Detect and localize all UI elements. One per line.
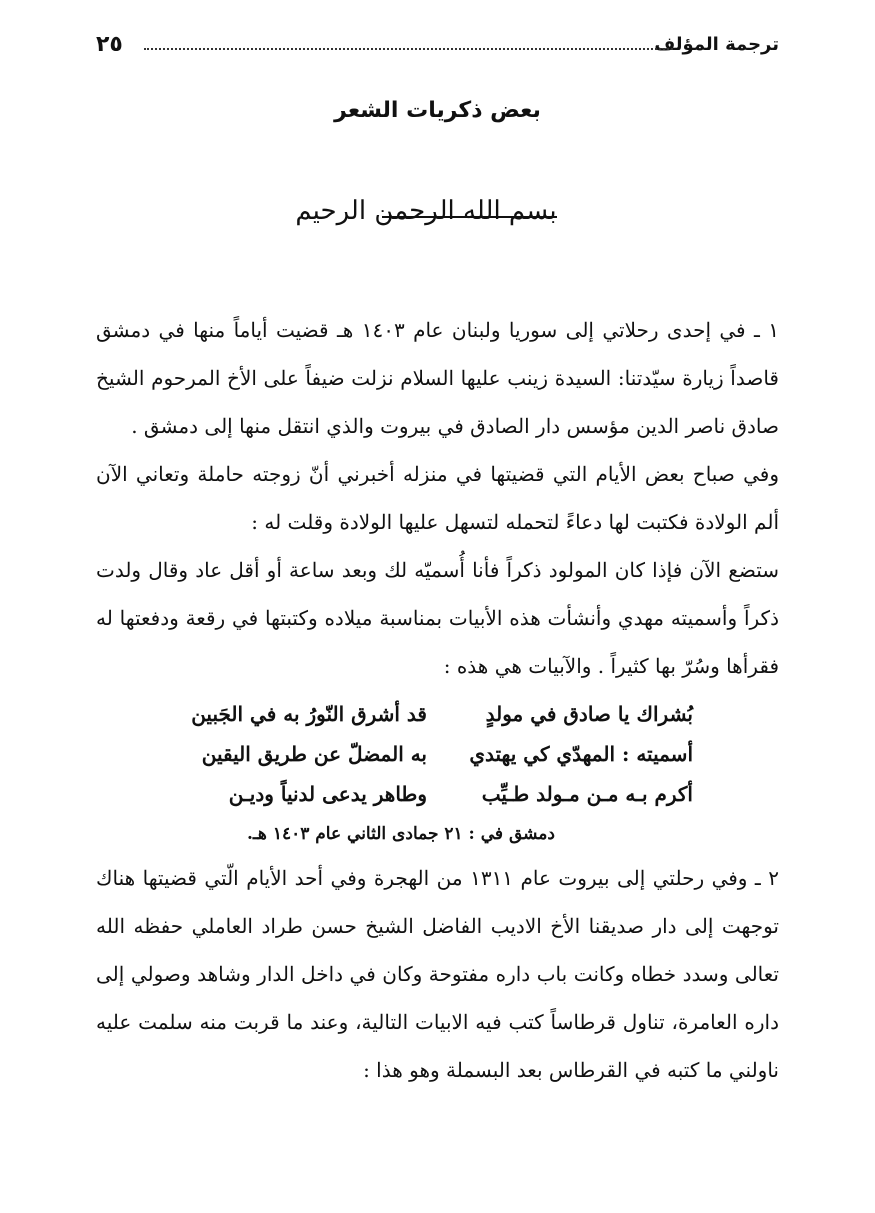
verse-first-hemistich: أسميته : المهدّي كي يهتدي xyxy=(469,742,693,766)
running-header xyxy=(96,34,779,62)
verse-line xyxy=(96,734,779,774)
page-number: ٢٥ xyxy=(96,32,123,57)
verse-second-hemistich: وطاهر يدعى لدنياً وديـن xyxy=(228,782,427,806)
verse-first-hemistich: بُشراك يا صادق في مولدٍ xyxy=(485,702,693,726)
verse-second-hemistich: به المضلّ عن طريق اليقين xyxy=(201,742,427,766)
basmala-flourish xyxy=(382,216,557,218)
paragraph-2: وفي صباح بعض الأيام التي قضيتها في منزله أخبرني أنّ زوجته حاملة وتعاني الآن ألم الولادة فكتبت لها دعاءً لتحمله لتسهل عليها الولادة وقلت له : xyxy=(96,462,779,534)
poem xyxy=(96,694,779,814)
paragraph-3: ستضع الآن فإذا كان المولود ذكراً فأنا أُسميّه لك وبعد ساعة أو أقل عاد وقال ولدت ذكراً وأسميته مهدي وأنشأت هذه الأبيات بمناسبة ميلاده وكتبتها في رقعة ودفعتها له فقرأها وسُرّ بها كثيراً . والآبيات هي هذه : xyxy=(96,558,779,678)
verse-line xyxy=(96,774,779,814)
poem-signoff: دمشق في : ٢١ جمادى الثاني عام ١٤٠٣ هـ. xyxy=(247,824,555,844)
verse-line xyxy=(96,694,779,734)
basmala-text: بسم الله الرحمن الرحيم xyxy=(295,196,557,226)
header-title: ترجمة المؤلف xyxy=(654,34,779,55)
section-title: بعض ذكريات الشعر xyxy=(334,98,541,123)
paragraph-4: ٢ ـ وفي رحلتي إلى بيروت عام ١٣١١ من الهجرة وفي أحد الأيام الّتي قضيتها هناك توجهت إلى دار صديقنا الأخ الاديب الفاضل الشيخ حسن طراد العاملي حفظه الله تعالى وسدد خطاه وكانت باب داره مفتوحة وكان في داخل الدار وشاهد وصولي إلى داره العامرة، تناول قرطاساً كتب فيه الابيات التالية، وعند ما قربت منه سلمت عليه ناولني ما كتبه في القرطاس بعد البسملة وهو هذا : xyxy=(96,866,779,1082)
verse-second-hemistich: قد أشرق النّورُ به في الجَبين xyxy=(191,702,427,726)
paragraph-1: ١ ـ في إحدى رحلاتي إلى سوريا ولبنان عام ١٤٠٣ هـ قضيت أياماً منها في دمشق قاصداً زيارة سيّدتنا: السيدة زينب عليها السلام نزلت ضيفاً على الأخ المرحوم الشيخ صادق ناصر الدين مؤسس دار الصادق في بيروت والذي انتقل منها إلى دمشق . xyxy=(96,318,779,438)
verse-first-hemistich: أكرم بـه مـن مـولد طـيِّب xyxy=(481,782,693,806)
body-text xyxy=(96,306,779,1094)
basmala-calligraphy xyxy=(265,180,587,242)
header-dot-leader xyxy=(144,48,673,50)
